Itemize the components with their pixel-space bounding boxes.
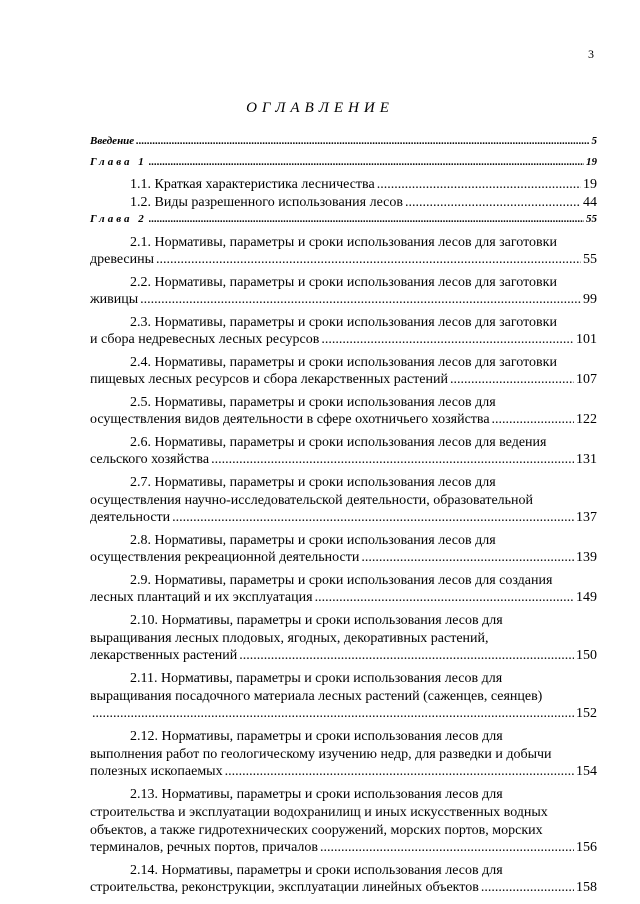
toc-entry-introduction[interactable] [90,135,597,156]
toc-entry-label-line: 2.12. Нормативы, параметры и сроки использования лесов для [130,729,503,744]
toc-entry-section[interactable] [90,314,597,350]
dot-leader [239,648,574,664]
toc-entry-section[interactable] [90,177,597,195]
toc-entry-chapter-1[interactable] [90,156,597,177]
dot-leader [320,840,574,856]
chapter-1-sections [90,177,597,213]
toc-entry-last-line [90,452,597,470]
toc-entry-last-line [90,764,597,782]
toc-entry-label-line: 2.11. Нормативы, параметры и сроки использования лесов для [130,671,503,686]
toc-entry-label: осуществления видов деятельности в сфере охотничьего хозяйства [90,412,490,427]
toc-entry-last-line [90,880,597,898]
dot-leader [140,292,581,308]
toc-entry-label: строительства, реконструкции, эксплуатации линейных объектов [90,880,479,895]
toc-entry-section[interactable] [90,532,597,568]
toc-entry-label: терминалов, речных портов, причалов [90,840,319,855]
toc-entry-last-line [90,550,597,568]
toc-entry-last-line [90,332,597,350]
toc-entry-page: 44 [583,195,597,210]
toc-entry-label-line: 2.2. Нормативы, параметры и сроки использования лесов для заготовки [130,275,557,290]
toc-entry-label: пищевых лесных ресурсов и сбора лекарственных растений [90,372,448,387]
toc-entry-section[interactable] [90,274,597,310]
toc-entry-last-line [90,412,597,430]
toc-entry-last-line [90,590,597,608]
toc-entry-page: 55 [586,213,597,225]
toc-entry-label: Глава 2 [90,213,147,225]
toc-entry-label-line: 2.6. Нормативы, параметры и сроки использования лесов для ведения [130,435,547,450]
toc-entry-label-line: 2.10. Нормативы, параметры и сроки использования лесов для [130,613,503,628]
toc-entry-section[interactable] [90,728,597,782]
toc-entry-page: 19 [583,177,597,192]
toc-entry-page: 99 [583,292,597,307]
toc-entry-label: живицы [90,292,139,307]
dot-leader [405,195,581,211]
toc-entry-label-line: выращивания лесных плодовых, ягодных, декоративных растений, [90,631,489,646]
toc-entry-last-line [90,648,597,666]
toc-entry-last-line [90,840,597,858]
toc-entry-label-line: осуществления научно-исследовательской деятельности, образовательной [90,493,534,508]
toc-entry-label: лесных плантаций и их эксплуатация [90,590,313,605]
dot-leader [321,332,574,348]
toc-entry-chapter-2[interactable] [90,213,597,234]
toc-entry-section[interactable] [90,354,597,390]
toc-entry-page: 122 [576,412,597,427]
toc-entry-label-line: выполнения работ по геологическому изучению недр, для разведки и добычи [90,747,552,762]
toc-entry-label: сельского хозяйства [90,452,210,467]
toc-entry-section[interactable] [90,670,597,724]
toc-entry-section[interactable] [90,195,597,213]
toc-entry-page: 158 [576,880,597,895]
toc-entry-page: 156 [576,840,597,855]
toc-entry-page: 107 [576,372,597,387]
toc-entry-label-line: 2.13. Нормативы, параметры и сроки использования лесов для [130,787,503,802]
toc-entry-page: 131 [576,452,597,467]
toc-entry-label: 1.2. Виды разрешенного использования лесов [130,195,403,210]
toc-entry-last-line [90,292,597,310]
toc-entry-section[interactable] [90,234,597,270]
toc-entry-label-line: 2.4. Нормативы, параметры и сроки использования лесов для заготовки [130,355,557,370]
toc-entry-label: осуществления рекреационной деятельности [90,550,360,565]
toc-entry-section[interactable] [90,474,597,528]
dot-leader [172,510,574,526]
dot-leader [149,156,584,168]
dot-leader [481,880,574,896]
toc-entry-page: 152 [576,706,597,721]
page-number: 3 [588,47,594,61]
dot-leader [92,706,574,722]
toc-entry-section[interactable] [90,612,597,666]
dot-leader [136,135,589,147]
dot-leader [450,372,574,388]
dot-leader [149,213,584,225]
toc-entry-label: Введение [90,135,135,147]
toc-entry-section[interactable] [90,394,597,430]
toc-entry-page: 139 [576,550,597,565]
toc-entry-label: древесины [90,252,155,267]
toc-entry-section[interactable] [90,786,597,858]
dot-leader [156,252,581,268]
toc-entry-label-line: 2.9. Нормативы, параметры и сроки использования лесов для создания [130,573,553,588]
toc-entry-section[interactable] [90,862,597,898]
page-title: ОГЛАВЛЕНИЕ [246,100,394,116]
toc-entry-label: лекарственных растений [90,648,238,663]
chapter-2-sections [90,234,597,898]
toc-entry-label-line: 2.5. Нормативы, параметры и сроки использования лесов для [130,395,496,410]
toc-entry-page: 154 [576,764,597,779]
toc-entry-label-line: объектов, а также гидротехнических сооружений, морских портов, морских [90,823,543,838]
toc-entry-last-line [90,372,597,390]
toc-entry-label: Глава 1 [90,156,147,168]
toc-entry-label-line: строительства и эксплуатации водохранилищ и иных искусственных водных [90,805,548,820]
dot-leader [377,177,581,193]
dot-leader [492,412,574,428]
toc-entry-last-line [90,510,597,528]
dot-leader [315,590,574,606]
toc-entry-label-line: выращивания посадочного материала лесных растений (саженцев, сеянцев) [90,689,543,704]
dot-leader [225,764,574,780]
toc-entry-page: 150 [576,648,597,663]
toc-entry-page: 101 [576,332,597,347]
toc-entry-label: 1.1. Краткая характеристика лесничества [130,177,375,192]
toc-entry-page: 137 [576,510,597,525]
toc-entry-last-line [90,706,597,724]
dot-leader [361,550,574,566]
toc-entry-page: 149 [576,590,597,605]
toc-entry-section[interactable] [90,572,597,608]
toc-entry-section[interactable] [90,434,597,470]
toc-entry-label: и сбора недревесных лесных ресурсов [90,332,320,347]
toc-entry-page: 19 [586,156,597,168]
toc-entry-label: деятельности [90,510,171,525]
dot-leader [211,452,574,468]
toc-entry-page: 55 [583,252,597,267]
toc-entry-label-line: 2.14. Нормативы, параметры и сроки использования лесов для [130,863,503,878]
toc-entry-label-line: 2.1. Нормативы, параметры и сроки использования лесов для заготовки [130,235,557,250]
toc-entry-last-line [90,252,597,270]
toc-entry-page: 5 [591,135,597,147]
toc-entry-label-line: 2.8. Нормативы, параметры и сроки использования лесов для [130,533,496,548]
toc-entry-label-line: 2.7. Нормативы, параметры и сроки использования лесов для [130,475,496,490]
table-of-contents [90,135,597,902]
toc-entry-label-line: 2.3. Нормативы, параметры и сроки использования лесов для заготовки [130,315,557,330]
toc-entry-label: полезных ископаемых [90,764,223,779]
